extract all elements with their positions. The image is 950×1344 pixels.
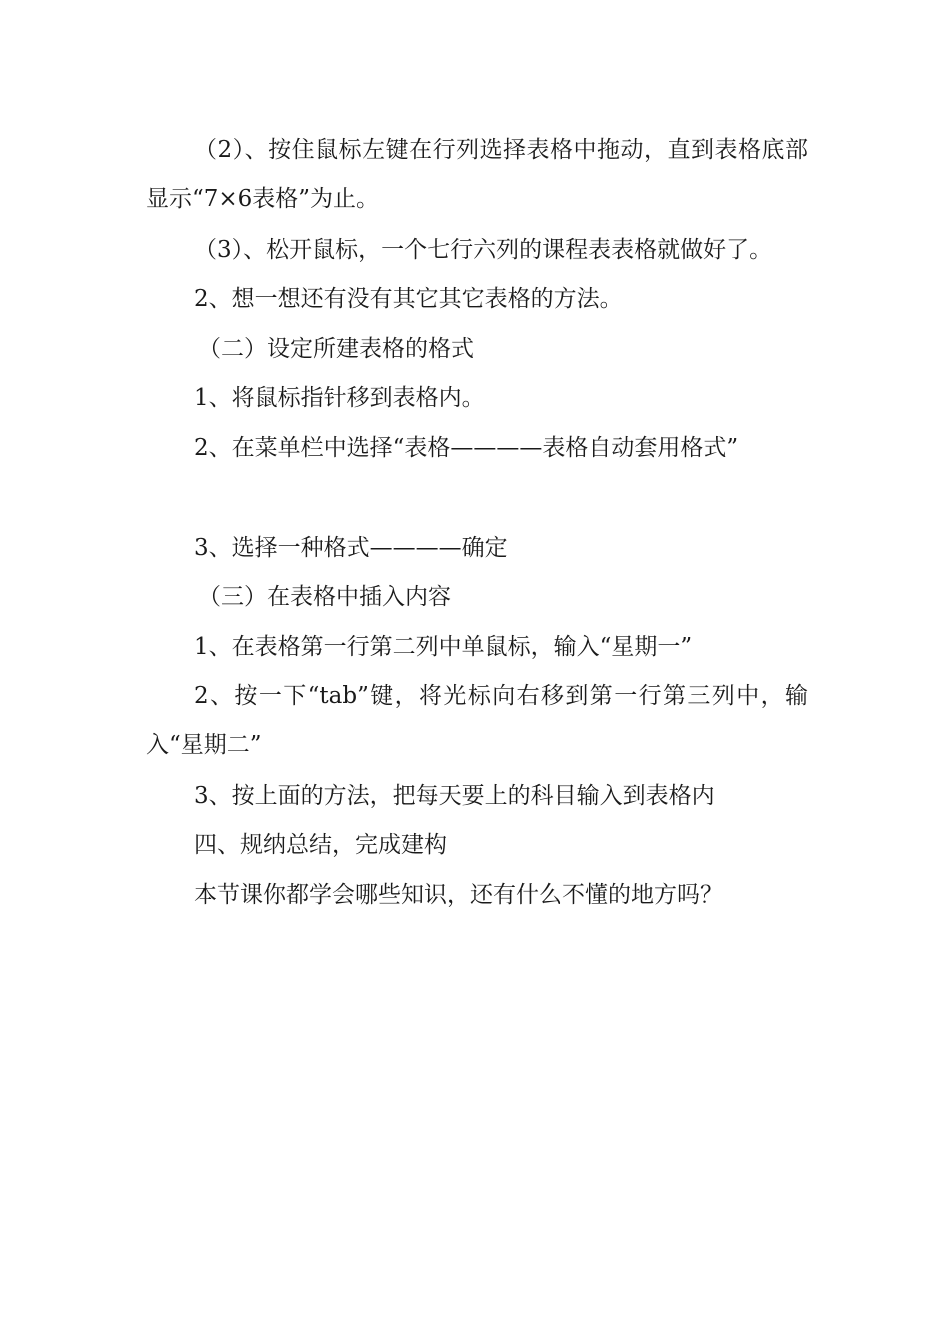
paragraph-think-other-methods: 2、想一想还有没有其它其它表格的方法。 <box>194 286 623 312</box>
paragraph-closing-question: 本节课你都学会哪些知识，还有什么不懂的地方吗？ <box>194 882 723 908</box>
paragraph-step-2-drag: （2）、按住鼠标左键在行列选择表格中拖动，直到表格底部显示“7×6表格”为止。 <box>146 137 808 212</box>
section-heading-set-format: （二）设定所建表格的格式 <box>198 336 474 362</box>
paragraph-insert-step-1: 1、在表格第一行第二列中单鼠标，输入“星期一” <box>194 634 693 660</box>
paragraph-format-step-2: 2、在菜单栏中选择“表格————表格自动套用格式” <box>194 435 739 461</box>
paragraph-insert-step-2: 2、按一下“tab”键，将光标向右移到第一行第三列中，输入“星期二” <box>146 683 808 758</box>
section-heading-summary: 四、规纳总结，完成建构 <box>194 832 447 858</box>
paragraph-format-step-3: 3、选择一种格式————确定 <box>194 535 508 561</box>
section-heading-insert-content: （三）在表格中插入内容 <box>198 584 451 610</box>
paragraph-format-step-1: 1、将鼠标指针移到表格内。 <box>194 385 485 411</box>
paragraph-step-3-release: （3）、松开鼠标，一个七行六列的课程表表格就做好了。 <box>194 237 773 263</box>
paragraph-insert-step-3: 3、按上面的方法，把每天要上的科目输入到表格内 <box>194 783 715 809</box>
